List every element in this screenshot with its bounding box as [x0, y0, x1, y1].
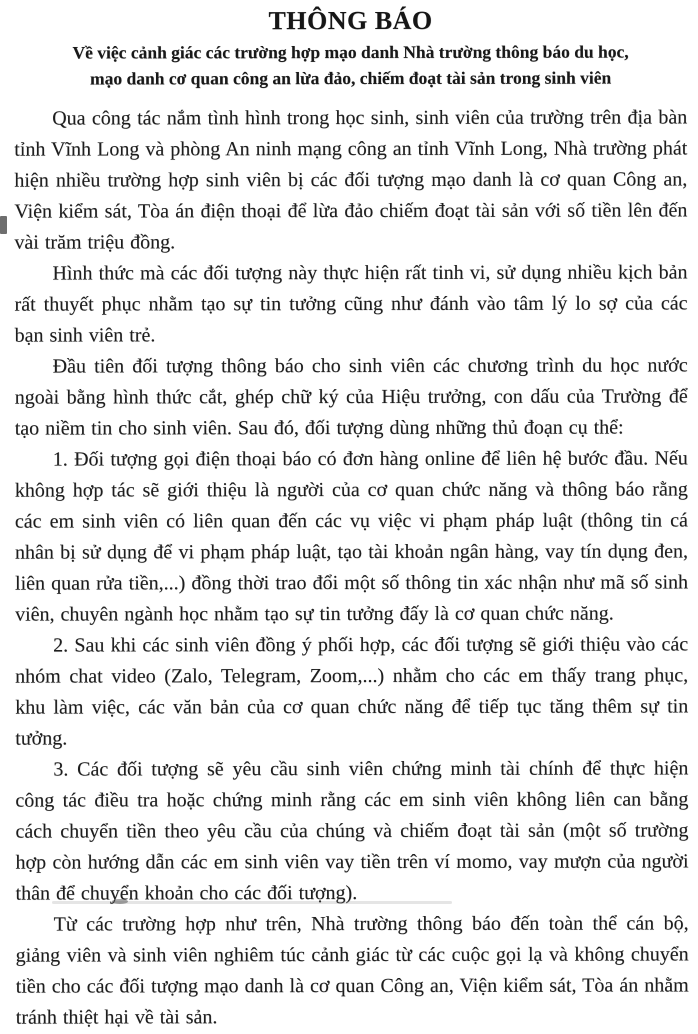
notice-content: [14, 5, 689, 1033]
paragraph-conclusion: Từ các trường hợp như trên, Nhà trường thông báo đến toàn thể cán bộ, giảng viên và sinh viên nghiêm túc cảnh giác từ các cuộc gọi lạ và không chuyển tiền cho các đối tượng mạo danh là cơ quan Công an, Viện kiểm sát, Tòa án nhằm tránh thiệt hại về tài sản.: [15, 912, 689, 1029]
paragraph-step-2: 2. Sau khi các sinh viên đồng ý phối hợp, các đối tượng sẽ giới thiệu vào các nhóm chat video (Zalo, Telegram, Zoom,...) nhằm cho các em thấy trang phục, khu làm việc, các văn bản của cơ quan chức năng để tiếp tục tăng thêm sự tin tưởng.: [15, 633, 689, 750]
paragraph-step-3: 3. Các đối tượng sẽ yêu cầu sinh viên chứng minh tài chính để thực hiện công tác điều tra hoặc chứng minh rằng các em sinh viên không liên can bằng cách chuyển tiền theo yêu cầu của chúng và chiếm đoạt tài sản (một số trường hợp còn hướng dẫn các em sinh viên vay tiền trên ví momo, vay mượn của người thân để chuyển khoản cho các đối tượng).: [15, 757, 689, 905]
scan-artifact-left-edge: [0, 216, 7, 234]
paragraph-methods-overview: Hình thức mà các đối tượng này thực hiện rất tinh vi, sử dụng nhiều kịch bản rất thuyết phục nhằm tạo sự tin tưởng cũng như đánh vào tâm lý lo sợ của các bạn sinh viên trẻ.: [14, 261, 688, 347]
notice-subtitle-line-2: mạo danh cơ quan công an lừa đảo, chiếm đoạt tài sản trong sinh viên: [90, 67, 612, 89]
notice-body: [14, 102, 689, 1033]
notice-subtitle-line-1: Về việc cảnh giác các trường hợp mạo danh Nhà trường thông báo du học,: [72, 41, 629, 63]
paragraph-first-contact: Đầu tiên đối tượng thông báo cho sinh viên các chương trình du học nước ngoài bằng hình thức cắt, ghép chữ ký của Hiệu trưởng, con dấu của Trường để tạo niềm tin cho sinh viên. Sau đó, đối tượng dùng những thủ đoạn cụ thể:: [14, 354, 688, 440]
notice-subtitle: [14, 38, 687, 91]
notice-title: THÔNG BÁO: [268, 5, 433, 36]
paragraph-step-1: 1. Đối tượng gọi điện thoại báo có đơn hàng online để liên hệ bước đầu. Nếu không hợp tác sẽ giới thiệu là người của cơ quan chức năng và thông báo rằng các em sinh viên có liên quan đến các vụ việc vi phạm pháp luật (thông tin cá nhân bị sử dụng để vi phạm pháp luật, tạo tài khoản ngân hàng, vay tín dụng đen, liên quan rửa tiền,...) đồng thời trao đổi một số thông tin xác nhận như mã số sinh viên, chuyên ngành học nhằm tạo sự tin tưởng đấy là cơ quan chức năng.: [14, 447, 689, 626]
paragraph-situation: Qua công tác nắm tình hình trong học sinh, sinh viên của trường trên địa bàn tỉnh Vĩnh Long và phòng An ninh mạng công an tỉnh Vĩnh Long, Nhà trường phát hiện nhiều trường hợp sinh viên bị các đối tượng mạo danh là cơ quan Công an, Viện kiểm sát, Tòa án điện thoại để lừa đảo chiếm đoạt tài sản với số tiền lên đến vài trăm triệu đồng.: [14, 106, 688, 254]
